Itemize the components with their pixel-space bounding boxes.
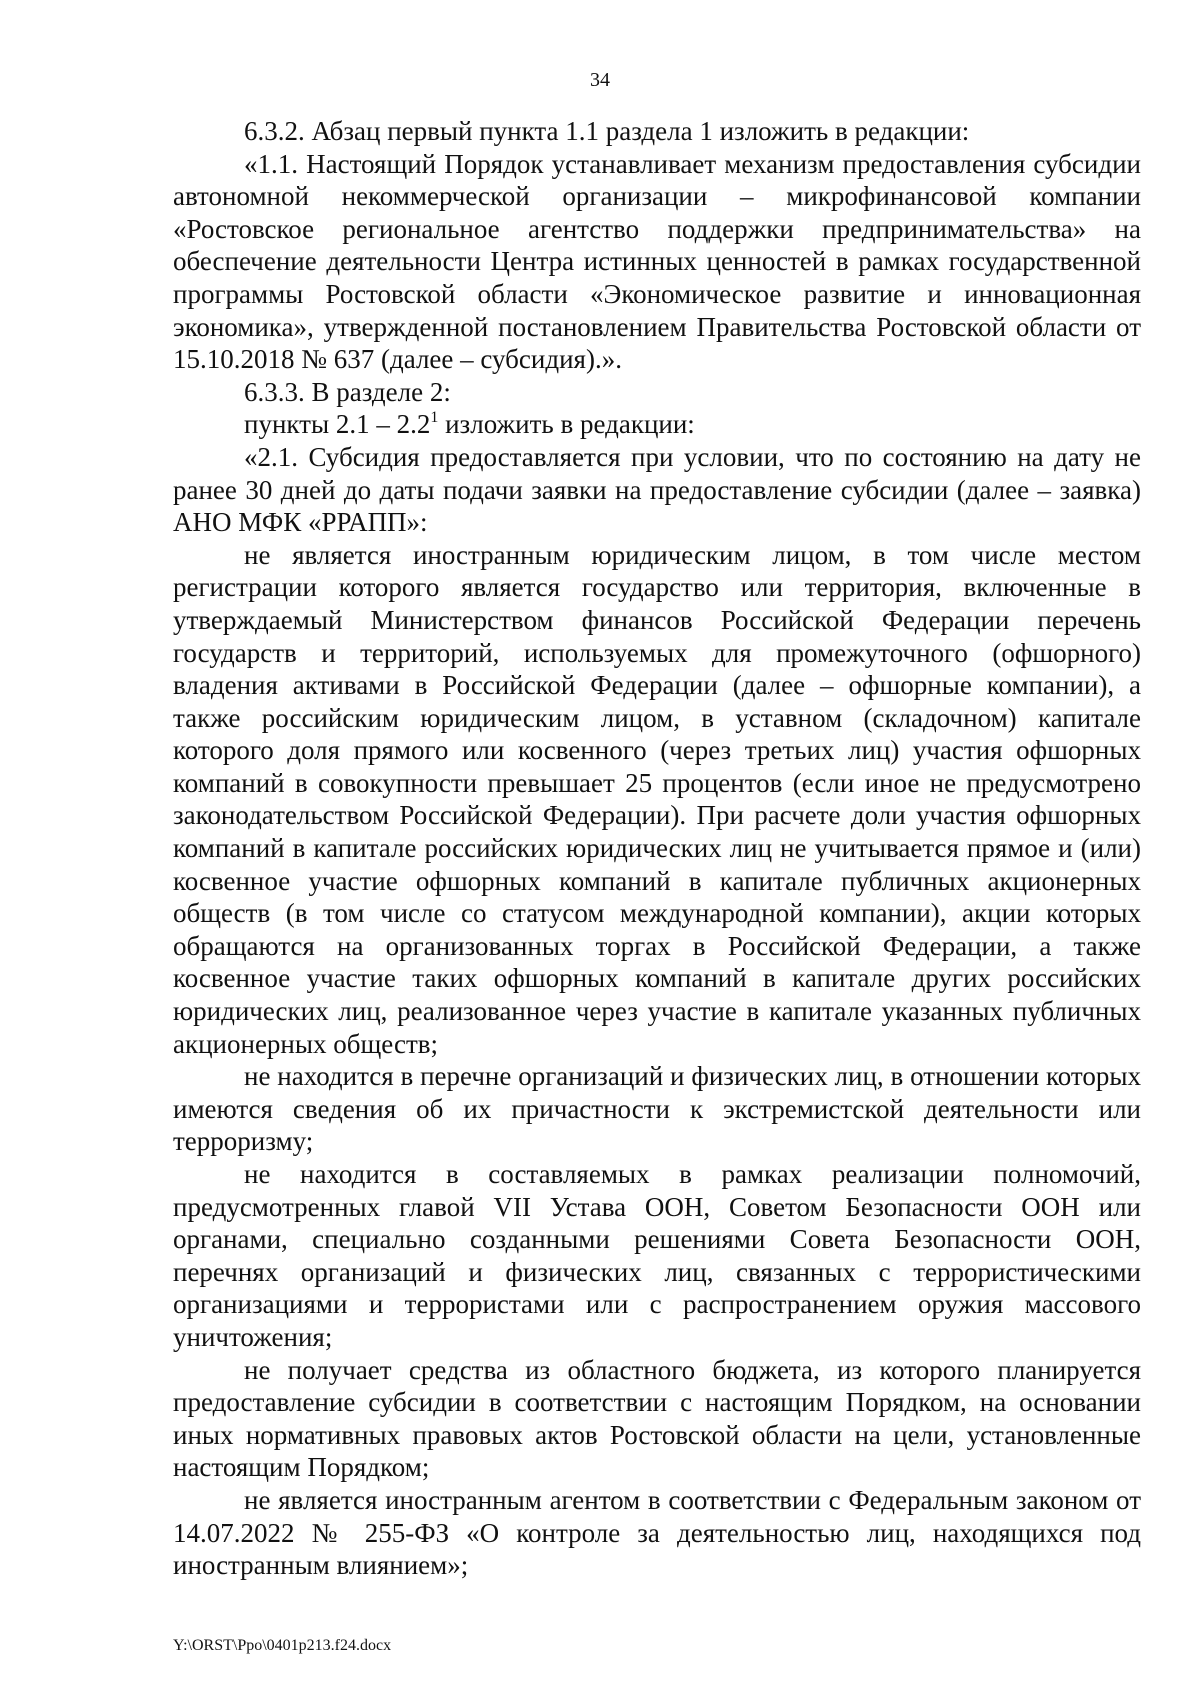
paragraph-foreign-agent: не является иностранным агентом в соответствии с Федеральным законом от 14.07.2022 № 255-ФЗ «О контроле за деятельностью лиц, находящихся под иностранным влиянием»; (173, 1484, 1141, 1581)
paragraph-6-3-3: 6.3.3. В разделе 2: (244, 376, 451, 407)
paragraph-regional-budget: не получает средства из областного бюджета, из которого планируется предоставление субсидии в соответствии с настоящим Порядком, на основании иных нормативных правовых актов Ростовской области на цели, установленные настоящим Порядком; (173, 1354, 1141, 1483)
paragraph-offshore: не является иностранным юридическим лицом, в том числе местом регистрации которого является государство или территория, включенные в утверждаемый Министерством финансов Российской Федерации перечень государств и территорий, используемых для промежуточного (офшорного) владения активами в Российской Федерации (далее – офшорные компании), а также российским юридическим лицом, в уставном (складочном) капитале которого доля прямого или косвенного (через третьих лиц) участия офшорных компаний в совокупности превышает 25 процентов (если иное не предусмотрено законодательством Российской Федерации). При расчете доли участия офшорных компаний в капитале российских юридических лиц не учитывается прямое и (или) косвенное участие офшорных компаний в капитале публичных акционерных обществ (в том числе со статусом международной компании), акции которых обращаются на организованных торгах в Российской Федерации, а также косвенное участие таких офшорных компаний в капитале других российских юридических лиц, реализованное через участие в капитале указанных публичных акционерных обществ; (173, 539, 1141, 1059)
paragraph-extremism: не находится в перечне организаций и физических лиц, в отношении которых имеются сведения об их причастности к экстремистской деятельности или терроризму; (173, 1061, 1141, 1157)
paragraph-6-3-2: 6.3.2. Абзац первый пункта 1.1 раздела 1 изложить в редакции: (244, 116, 970, 146)
points-prefix: пункты 2.1 – 2.2 (244, 409, 431, 440)
page-number: 34 (590, 69, 610, 91)
points-superscript: 1 (430, 409, 439, 427)
paragraph-un-lists: не находится в составляемых в рамках реализации полномочий, предусмотренных главой VII Устава ООН, Советом Безопасности ООН или органами, специально созданными решениями Совета Безопасности ООН, перечнях организаций и физических лиц, связанных с террористическими организациями и террористами или с распространением оружия массового уничтожения; (173, 1159, 1141, 1352)
points-suffix: изложить в редакции: (438, 409, 695, 440)
paragraph-1-1: «1.1. Настоящий Порядок устанавливает механизм предоставления субсидии автономной некоммерческой организации – микрофинансовой компании «Ростовское региональное агентство поддержки предпринимательства» на обеспечение деятельности Центра истинных ценностей в рамках государственной программы Ростовской области «Экономическое развитие и инновационная экономика», утвержденной постановлением Правительства Ростовской области от 15.10.2018 № 637 (далее – субсидия).». (173, 148, 1141, 375)
footer-file-path: Y:\ORST\Ppo\0401p213.f24.docx (173, 1637, 392, 1654)
paragraph-points-2-1-2-2 (173, 408, 1141, 441)
paragraph-2-1: «2.1. Субсидия предоставляется при условии, что по состоянию на дату не ранее 30 дней до даты подачи заявки на предоставление субсидии (далее – заявка) АНО МФК «РРАПП»: (173, 441, 1141, 538)
document-body (173, 115, 1141, 1582)
